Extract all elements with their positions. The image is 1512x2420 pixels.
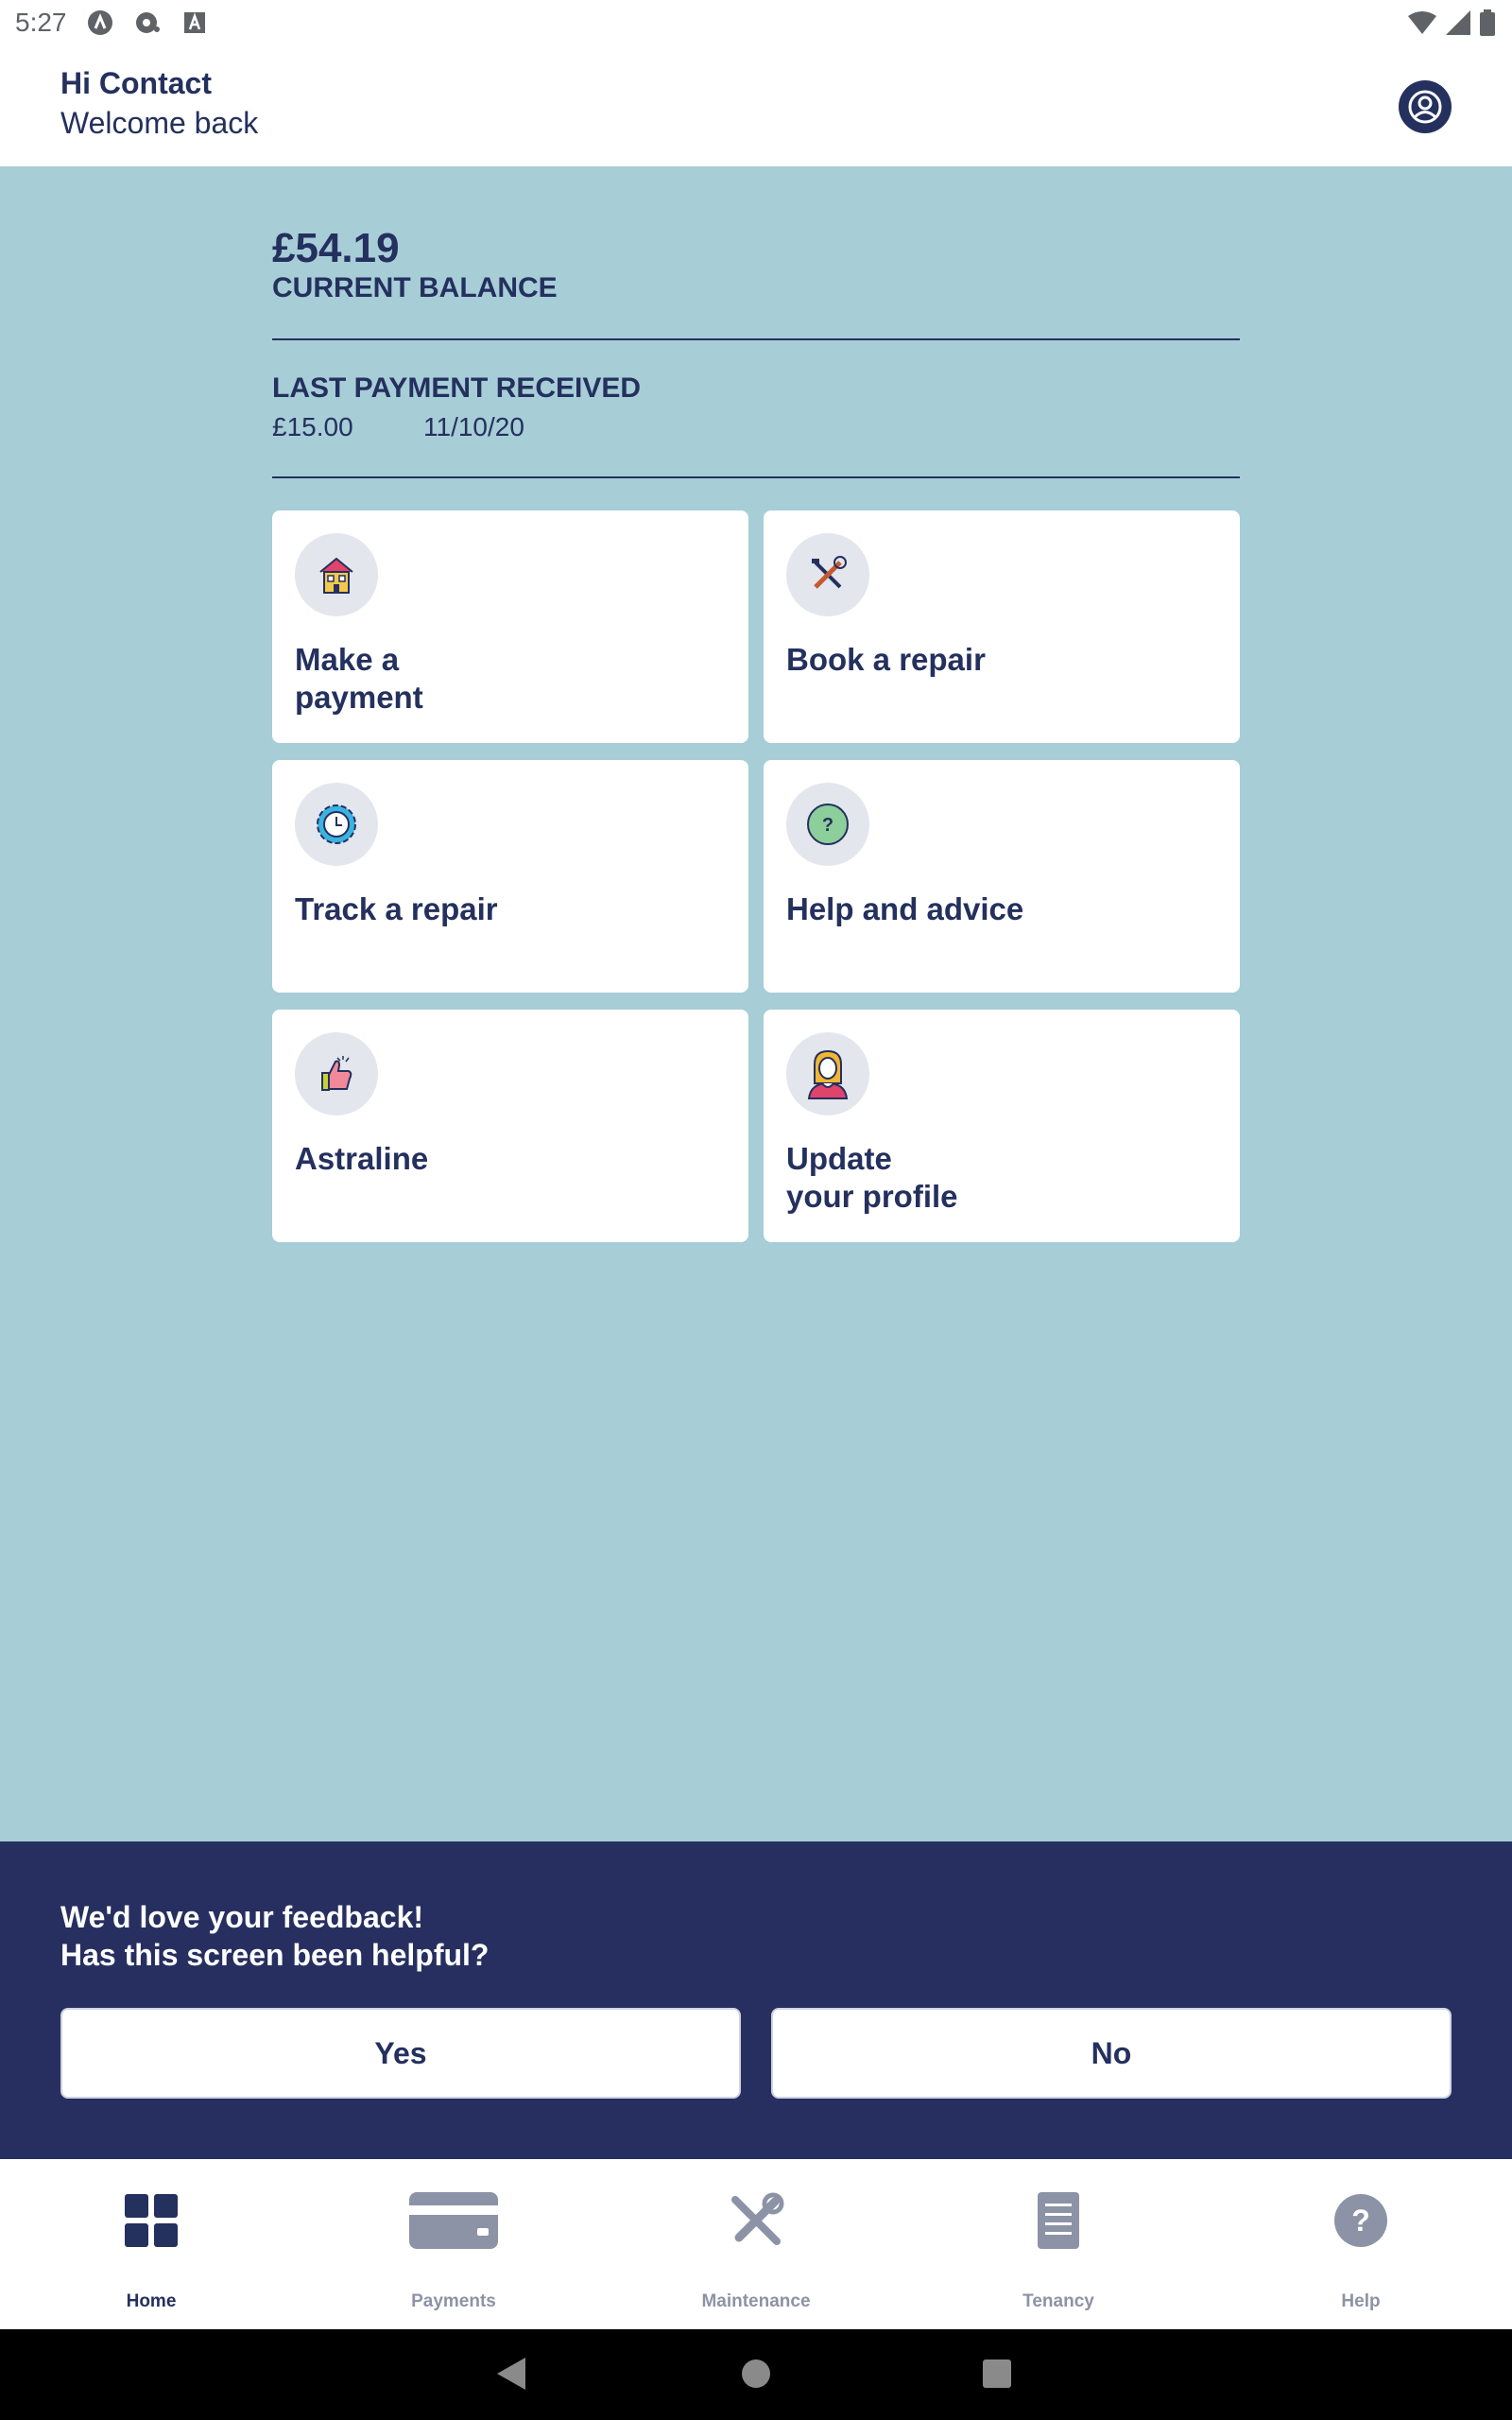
nav-item-maintenance[interactable] xyxy=(605,2159,907,2329)
svg-text:?: ? xyxy=(821,815,834,836)
welcome-subtitle: Welcome back xyxy=(60,106,259,140)
feedback-yes-button[interactable]: Yes xyxy=(60,2008,741,2099)
status-bar xyxy=(0,0,1512,47)
nav-item-payments[interactable] xyxy=(302,2159,605,2329)
media-notification-icon xyxy=(134,9,161,36)
back-icon[interactable] xyxy=(495,2356,527,2392)
home-circle-icon[interactable] xyxy=(741,2356,771,2392)
recents-icon[interactable] xyxy=(982,2356,1012,2392)
nav-label: Maintenance xyxy=(701,2291,811,2311)
a-notification-icon xyxy=(181,9,208,36)
tile-label: Make a payment xyxy=(295,642,423,715)
balance-label: CURRENT BALANCE xyxy=(272,272,558,303)
grid-icon xyxy=(104,2187,198,2254)
nav-label: Tenancy xyxy=(1022,2291,1094,2311)
question-icon xyxy=(786,783,869,866)
home-main xyxy=(0,166,1512,1841)
tile-help-advice[interactable] xyxy=(764,760,1240,993)
signal-icon xyxy=(1446,10,1470,35)
card-icon xyxy=(406,2187,501,2254)
tile-track-repair[interactable] xyxy=(272,760,748,993)
tile-label: Track a repair xyxy=(295,891,498,926)
tile-make-payment[interactable] xyxy=(272,510,748,743)
person-icon xyxy=(786,1032,869,1115)
help-icon xyxy=(1314,2187,1408,2254)
divider xyxy=(272,476,1240,478)
nav-item-home[interactable] xyxy=(0,2159,302,2329)
status-time: 5:27 xyxy=(15,8,67,37)
tile-label: Book a repair xyxy=(786,642,986,677)
tile-book-repair[interactable] xyxy=(764,510,1240,743)
divider xyxy=(272,338,1240,340)
nav-item-help[interactable] xyxy=(1210,2159,1512,2329)
nav-label: Help xyxy=(1341,2291,1381,2311)
thumbs-up-icon xyxy=(295,1032,378,1115)
feedback-title-line1: We'd love your feedback! xyxy=(60,1900,424,1934)
profile-button[interactable] xyxy=(1399,80,1452,133)
svg-text:?: ? xyxy=(1351,2204,1370,2238)
app-header xyxy=(0,47,1512,166)
tools-icon xyxy=(709,2187,803,2254)
wifi-icon xyxy=(1408,10,1436,35)
tile-astraline[interactable] xyxy=(272,1010,748,1242)
feedback-panel xyxy=(0,1841,1512,2159)
balance-amount: £54.19 xyxy=(272,225,400,271)
feedback-no-button[interactable]: No xyxy=(771,2008,1452,2099)
nav-label: Home xyxy=(126,2291,177,2311)
document-icon xyxy=(1011,2187,1106,2254)
tools-icon xyxy=(786,533,869,616)
house-icon xyxy=(295,533,378,616)
feedback-title-line2: Has this screen been helpful? xyxy=(60,1938,490,1972)
battery-icon xyxy=(1480,9,1495,36)
tile-label: Astraline xyxy=(295,1141,429,1176)
last-payment-label: LAST PAYMENT RECEIVED xyxy=(272,372,642,404)
feedback-title xyxy=(60,1898,489,1974)
user-circle-icon xyxy=(1406,88,1444,126)
bottom-navigation xyxy=(0,2159,1512,2329)
tile-update-profile[interactable] xyxy=(764,1010,1240,1242)
app-notification-icon xyxy=(87,9,113,36)
greeting-title: Hi Contact xyxy=(60,66,212,100)
nav-item-tenancy[interactable] xyxy=(907,2159,1210,2329)
last-payment-amount: £15.00 xyxy=(272,412,353,441)
nav-label: Payments xyxy=(411,2291,496,2311)
last-payment-date: 11/10/20 xyxy=(423,412,524,441)
tile-label: Help and advice xyxy=(786,891,1024,926)
tile-label: Update your profile xyxy=(786,1141,958,1214)
system-navigation-bar xyxy=(0,2329,1512,2420)
gear-clock-icon xyxy=(295,783,378,866)
